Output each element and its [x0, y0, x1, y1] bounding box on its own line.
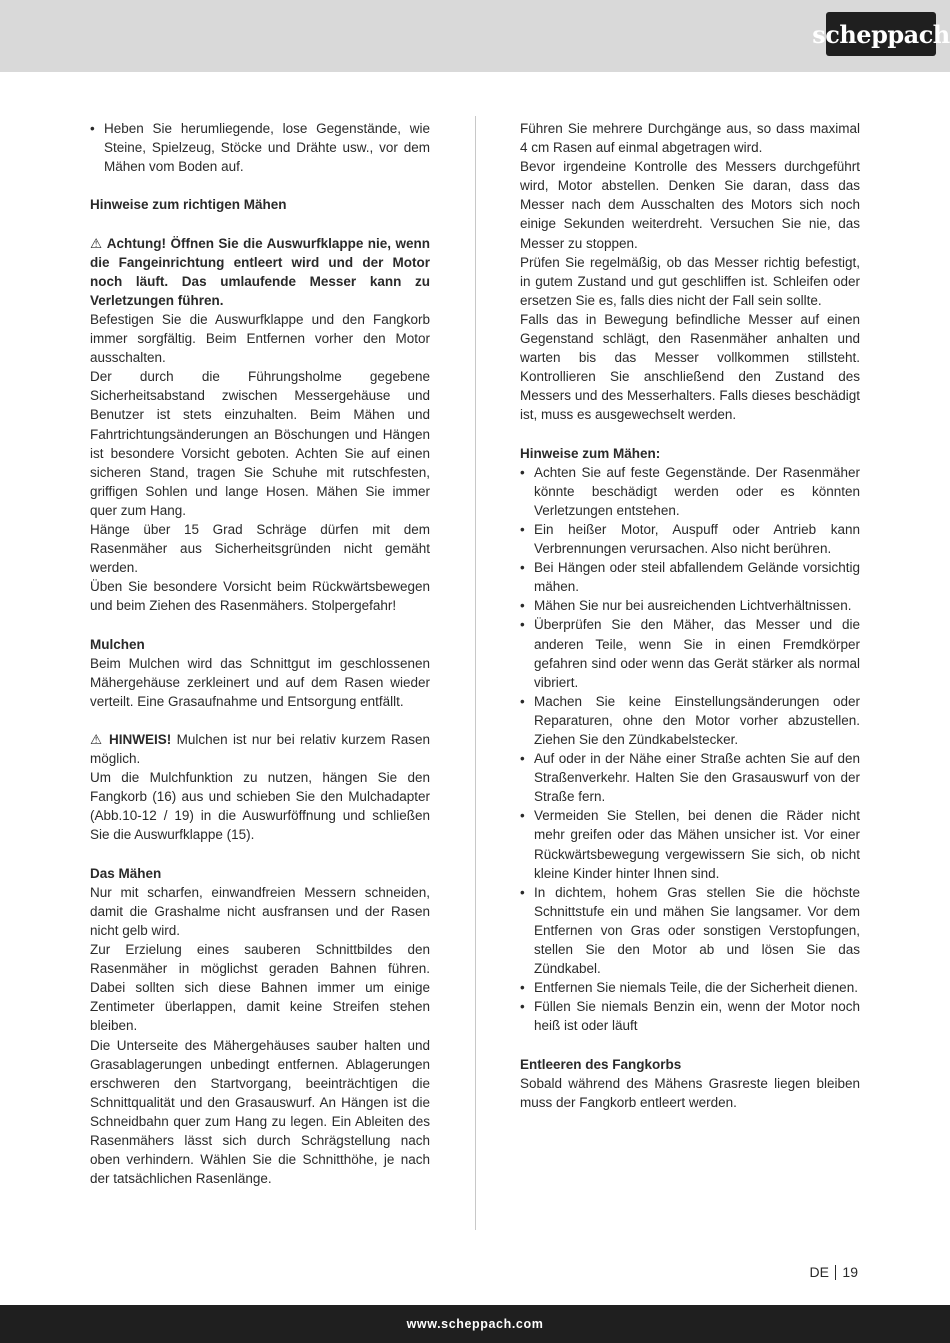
- list-item: • In dichtem, hohem Gras stellen Sie die höchste Schnittstufe ein und mähen Sie langsamer. Vor dem Entfernen von Gras oder sonstigen Verstopfungen, stellen Sie den Motor ab und lösen Sie das Zündkabel.: [520, 883, 860, 978]
- paragraph: Nur mit scharfen, einwandfreien Messern schneiden, damit die Grashalme nicht ausfransen und der Rasen nicht gelb wird.: [90, 884, 430, 938]
- paragraph: Zur Erzielung eines sauberen Schnittbildes den Rasenmäher in möglichst geraden Bahnen führen. Dabei sollten sich diese Bahnen immer um einige Zentimeter überlappen, damit keine Streifen stehen bleiben.: [90, 942, 430, 1034]
- page-separator: [835, 1265, 837, 1280]
- warning-icon: ⚠: [90, 732, 104, 747]
- right-column: [520, 119, 860, 1112]
- paragraph: Sobald während des Mähens Grasreste liegen bleiben muss der Fangkorb entleert werden.: [520, 1075, 860, 1110]
- left-column: [90, 119, 430, 1188]
- section-heading: Hinweise zum Mähen:: [520, 445, 661, 461]
- header-bar: [0, 0, 950, 72]
- warning-paragraph: [90, 234, 430, 310]
- list-item: • Machen Sie keine Einstellungsänderungen oder Reparaturen, ohne den Motor vorher abzustellen. Ziehen Sie den Zündkabelstecker.: [520, 692, 860, 749]
- page-number: [809, 1264, 858, 1280]
- list-item: • Füllen Sie niemals Benzin ein, wenn der Motor noch heiß ist oder läuft: [520, 997, 860, 1035]
- bullet-list-top: [90, 119, 430, 176]
- brand-logo: scheppach: [826, 12, 936, 56]
- paragraph: Beim Mulchen wird das Schnittgut im geschlossenen Mähergehäuse zerkleinert und auf dem Rasen wieder verteilt. Eine Grasaufnahme und Entsorgung entfällt.: [90, 655, 430, 709]
- list-item: • Heben Sie herumliegende, lose Gegenstände, wie Steine, Spielzeug, Stöcke und Drähte usw., vor dem Mähen vom Boden auf.: [90, 119, 430, 176]
- list-item: • Bei Hängen oder steil abfallendem Gelände vorsichtig mähen.: [520, 558, 860, 596]
- column-divider: [475, 116, 476, 1230]
- paragraph: Prüfen Sie regelmäßig, ob das Messer richtig befestigt, in gutem Zustand und gut geschliffen ist. Schleifen oder ersetzen Sie es, falls dies nicht der Fall sein sollte.: [520, 254, 860, 308]
- warning-text: Achtung! Öffnen Sie die Auswurfklappe nie, wenn die Fangeinrichtung entleert wird und der Motor noch läuft. Das umlaufende Messer kann zu Verletzungen führen.: [90, 235, 430, 308]
- list-item: • Achten Sie auf feste Gegenstände. Der Rasenmäher könnte beschädigt werden oder es könnten Verletzungen entstehen.: [520, 463, 860, 520]
- section-heading: Hinweise zum richtigen Mähen: [90, 197, 287, 213]
- hint-label: HINWEIS!: [109, 732, 172, 747]
- paragraph: Üben Sie besondere Vorsicht beim Rückwärtsbewegen und beim Ziehen des Rasenmähers. Stolpergefahr!: [90, 579, 430, 614]
- footer-bar: [0, 1305, 950, 1343]
- list-item: • Vermeiden Sie Stellen, bei denen die Räder nicht mehr greifen oder das Mähen unsicher ist. Vor einer Rückwärtsbewegung vergewissern Sie sich, ob nicht kleine Kinder hinter Ihnen sind.: [520, 806, 860, 882]
- list-item: • Entfernen Sie niemals Teile, die der Sicherheit dienen.: [520, 978, 860, 997]
- section-heading: Das Mähen: [90, 865, 162, 881]
- section-heading: Entleeren des Fangkorbs: [520, 1056, 682, 1072]
- warning-icon: ⚠: [90, 235, 103, 251]
- paragraph: Die Unterseite des Mähergehäuses sauber halten und Grasablagerungen unbedingt entfernen. Ablagerungen erschweren den Startvorgang, beeinträchtigen die Schnittqualität und den Grasauswurf. An Hängen ist die Schneidbahn quer zum Hang zu legen. Ein Ableiten des Rasenmähers lässt sich durch Schrägstellung nach oben verhindern. Wählen Sie die Schnitthöhe, je nach der tatsächlichen Rasenlänge.: [90, 1037, 430, 1187]
- list-item: • Mähen Sie nur bei ausreichenden Lichtverhältnissen.: [520, 596, 860, 615]
- list-item: • Überprüfen Sie den Mäher, das Messer und die anderen Teile, wenn Sie in einen Fremdkörper gefahren sind oder wenn das Gerät stärker als normal vibriert.: [520, 615, 860, 691]
- list-item: • Auf oder in der Nähe einer Straße achten Sie auf den Straßenverkehr. Halten Sie den Grasauswurf von der Straße fern.: [520, 749, 860, 806]
- paragraph: Der durch die Führungsholme gegebene Sicherheitsabstand zwischen Messergehäuse und Benutzer ist stets einzuhalten. Beim Mähen und Fahrtrichtungsänderungen an Böschungen und Hängen ist besondere Vorsicht geboten. Achten Sie auf einen sicheren Stand, tragen Sie Schuhe mit rutschfesten, griffigen Sohlen und lange Hosen. Mähen Sie immer quer zum Hang.: [90, 369, 430, 518]
- language-code: DE: [809, 1264, 829, 1280]
- page-number-value: 19: [842, 1264, 858, 1280]
- paragraph: Befestigen Sie die Auswurfklappe und den Fangkorb immer sorgfältig. Beim Entfernen vorher den Motor ausschalten.: [90, 311, 430, 366]
- section-heading: Mulchen: [90, 636, 145, 652]
- tips-list: [520, 463, 860, 1036]
- list-item: • Ein heißer Motor, Auspuff oder Antrieb kann Verbrennungen verursachen. Also nicht berühren.: [520, 520, 860, 558]
- paragraph: Führen Sie mehrere Durchgänge aus, so dass maximal 4 cm Rasen auf einmal abgetragen wird.: [520, 121, 860, 156]
- paragraph: Bevor irgendeine Kontrolle des Messers durchgeführt wird, Motor abstellen. Denken Sie daran, dass das Messer nach dem Ausschalten des Motors sich noch einige Sekunden weiterdreht. Versuchen Sie nie, das Messer zu stoppen.: [520, 159, 860, 251]
- paragraph: Um die Mulchfunktion zu nutzen, hängen Sie den Fangkorb (16) aus und schieben Sie den Mulchadapter (Abb.10-12 / 19) in die Auswurföffnung und schließen Sie die Auswurfklappe (15).: [90, 770, 430, 843]
- website-url: www.scheppach.com: [406, 1317, 544, 1331]
- paragraph: Hänge über 15 Grad Schräge dürfen mit dem Rasenmäher aus Sicherheitsgründen nicht gemäht werden.: [90, 521, 430, 576]
- paragraph: Falls das in Bewegung befindliche Messer auf einen Gegenstand schlägt, den Rasenmäher anhalten und warten bis das Messer vollkommen stillsteht. Kontrollieren Sie anschließend den Zustand des Messers und des Messerhalters. Falls dieses beschädigt ist, muss es ausgewechselt werden.: [520, 311, 860, 423]
- hint-paragraph: [90, 730, 430, 768]
- hint-text: Mulchen ist nur bei relativ kurzem Rasen möglich.: [90, 732, 430, 767]
